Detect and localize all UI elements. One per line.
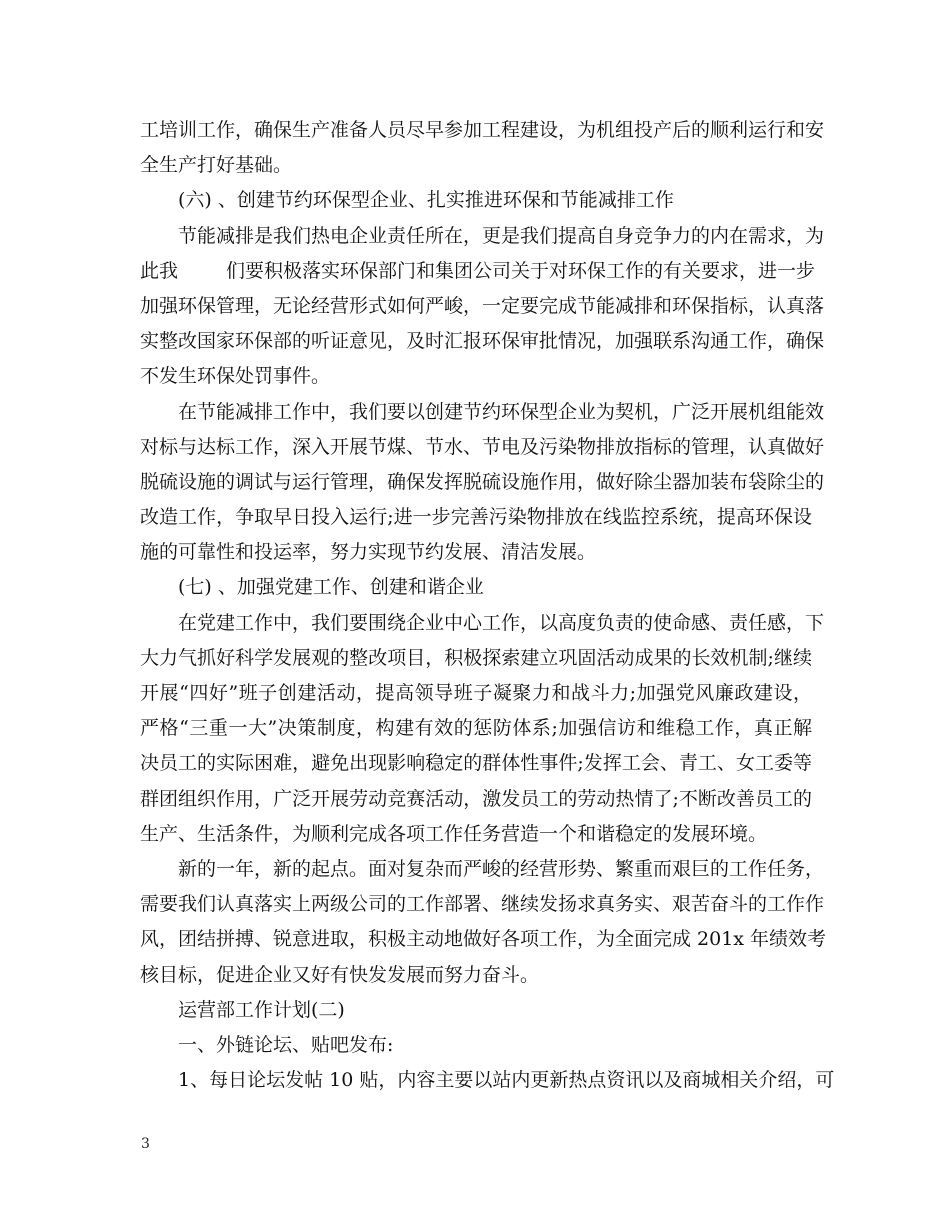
- text-line: 对标与达标工作，深入开展节煤、节水、节电及污染物排放指标的管理，认真做好: [140, 435, 825, 458]
- text-line: 工培训工作，确保生产准备人员尽早参加工程建设，为机组投产后的顺利运行和安: [140, 119, 825, 141]
- text-line: 群团组织作用，广泛开展劳动竞赛活动，激发员工的劳动热情了;不断改善员工的: [140, 787, 812, 810]
- text-line: 改造工作，争取早日投入运行;进一步完善污染物排放在线监控系统，提高环保设: [140, 506, 812, 529]
- text-line: 在党建工作中，我们要围绕企业中心工作，以高度负责的使命感、责任感，下: [178, 611, 825, 634]
- text-line: 节能减排是我们热电企业责任所在，更是我们提高自身竞争力的内在需求，为: [178, 224, 825, 247]
- text-line: 核目标，促进企业又好有快发发展而努力奋斗。: [140, 963, 540, 986]
- text-line: 在节能减排工作中，我们要以创建节约环保型企业为契机，广泛开展机组能效: [178, 400, 825, 423]
- text-fragment: 此我: [140, 259, 179, 282]
- section-heading: (六) 、创建节约环保型企业、扎实推进环保和节能减排工作: [178, 189, 674, 212]
- text-line: 实整改国家环保部的听证意见，及时汇报环保审批情况，加强联系沟通工作，确保: [140, 330, 825, 353]
- document-body: [140, 113, 835, 1098]
- text-line: 新的一年，新的起点。面对复杂而严峻的经营形势、繁重而艰巨的工作任务，: [178, 857, 825, 880]
- section-heading: 运营部工作计划(二): [178, 998, 345, 1021]
- text-line: 脱硫设施的调试与运行管理，确保发挥脱硫设施作用，做好除尘器加装布袋除尘的: [140, 470, 825, 493]
- text-line: 加强环保管理，无论经营形式如何严峻，一定要完成节能减排和环保指标，认真落: [140, 294, 825, 317]
- text-line: 决员工的实际困难，避免出现影响稳定的群体性事件;发挥工会、青工、女工委等: [140, 752, 812, 775]
- text-line: 一、外链论坛、贴吧发布:: [178, 1033, 394, 1056]
- text-line: 需要我们认真落实上两级公司的工作部署、继续发扬求真务实、艰苦奋斗的工作作: [140, 893, 825, 916]
- text-line: 生产、生活条件，为顺利完成各项工作任务营造一个和谐稳定的发展环境。: [140, 822, 768, 845]
- text-line: 严格“三重一大”决策制度，构建有效的惩防体系;加强信访和维稳工作，真正解: [140, 717, 812, 740]
- page-number: 3: [141, 1136, 150, 1152]
- text-line: 1、每日论坛发帖 10 贴，内容主要以站内更新热点资讯以及商城相关介绍，可: [178, 1069, 835, 1092]
- text-line: [140, 254, 816, 289]
- text-line: 开展“四好”班子创建活动，提高领导班子凝聚力和战斗力;加强党风廉政建设，: [140, 682, 812, 704]
- text-fragment: 们要积极落实环保部门和集团公司关于对环保工作的有关要求，进一步: [226, 259, 816, 282]
- text-line: 全生产打好基础。: [140, 154, 293, 177]
- section-heading: (七) 、加强党建工作、创建和谐企业: [178, 576, 484, 599]
- text-line: 风，团结拼搏、锐意进取，积极主动地做好各项工作，为全面完成 201x 年绩效考: [140, 928, 827, 951]
- text-line: 不发生环保处罚事件。: [140, 365, 331, 388]
- text-line: 施的可靠性和投运率，努力实现节约发展、清洁发展。: [140, 541, 597, 564]
- text-line: 大力气抓好科学发展观的整改项目，积极探索建立巩固活动成果的长效机制;继续: [140, 646, 812, 669]
